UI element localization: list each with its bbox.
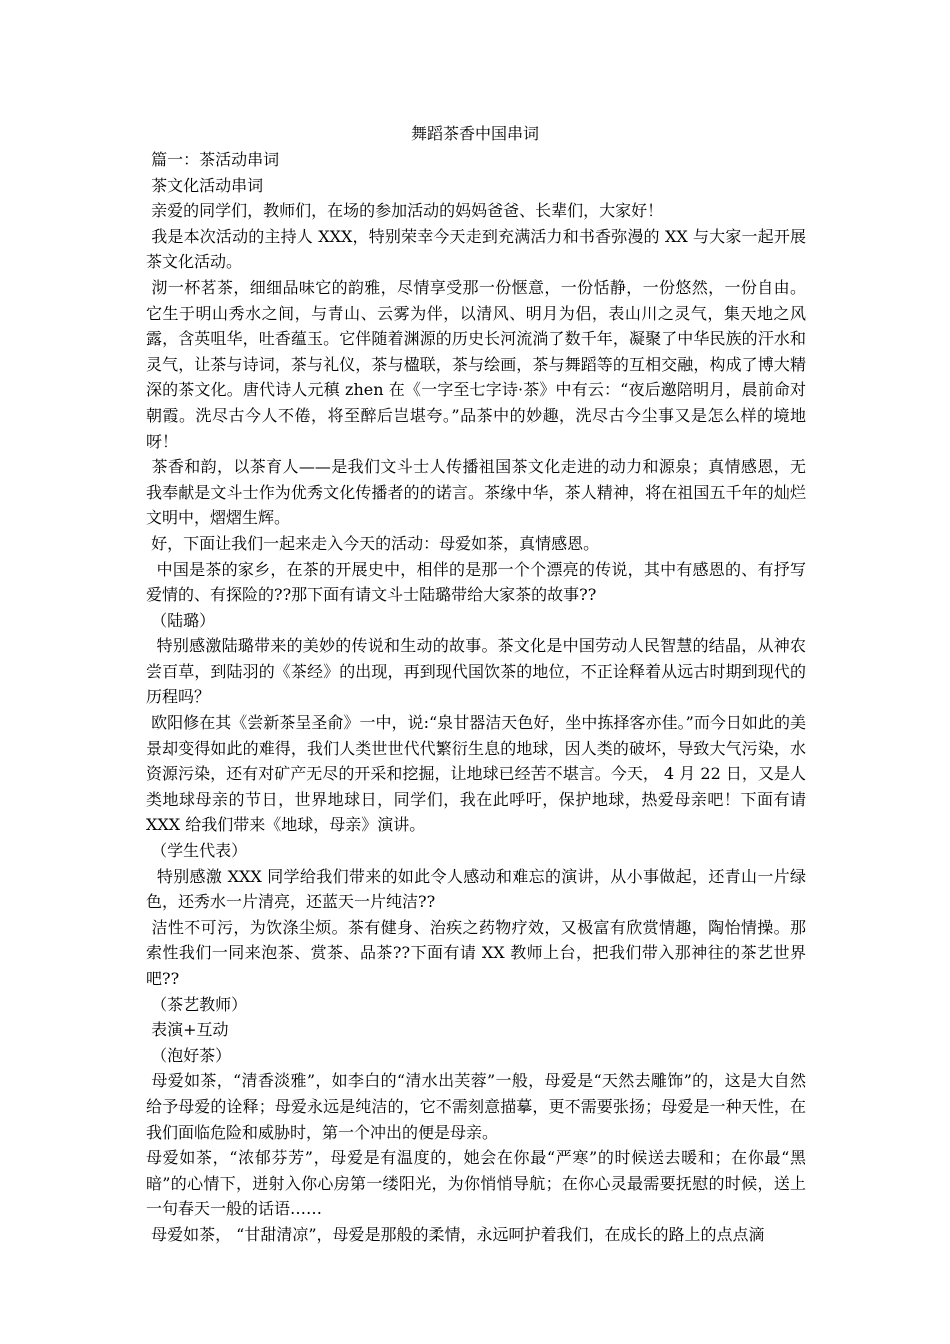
paragraph: 洁性不可污，为饮涤尘烦。茶有健身、治疾之药物疗效，又极富有欣赏情趣，陶怡情操。那索性我们一同来泡茶、赏茶、品茶??下面有请 XX 教师上台，把我们带入那神往的茶艺世界吧?? [146, 917, 806, 988]
paragraph: 母爱如茶，“清香淡雅”，如李白的“清水出芙蓉”一般，母爱是“天然去雕饰”的，这是大自然给予母爱的诠释；母爱永远是纯洁的，它不需刻意描摹，更不需要张扬；母爱是一种天性，在我们面临危险和威胁时，第一个冲出的便是母亲。 [146, 1071, 806, 1142]
paragraph: 茶文化活动串词 [146, 175, 264, 195]
paragraph: 亲爱的同学们，教师们，在场的参加活动的妈妈爸爸、长辈们，大家好！ [146, 201, 664, 221]
paragraph: 好，下面让我们一起来走入今天的活动：母爱如茶，真情感恩。 [146, 533, 600, 553]
paragraph: 我是本次活动的主持人 XXX，特别荣幸今天走到充满活力和书香弥漫的 XX 与大家一起开展茶文化活动。 [146, 226, 806, 272]
document-body [146, 147, 812, 1248]
paragraph: 表演+互动 [146, 1020, 229, 1040]
paragraph: （陆璐） [146, 610, 216, 630]
paragraph: （学生代表） [146, 841, 248, 861]
paragraph: 特别感激 XXX 同学给我们带来的如此令人感动和难忘的演讲，从小事做起，还青山一片绿色，还秀水一片清亮，还蓝天一片纯洁?? [146, 866, 806, 912]
paragraph: 特别感激陆璐带来的美妙的传说和生动的故事。茶文化是中国劳动人民智慧的结晶，从神农尝百草，到陆羽的《茶经》的出现，再到现代国饮茶的地位，不正诠释着从远古时期到现代的历程吗？ [146, 636, 806, 707]
paragraph: 茶香和韵，以茶育人——是我们文斗士人传播祖国茶文化走进的动力和源泉；真情感恩，无我奉献是文斗士作为优秀文化传播者的的诺言。茶缘中华，茶人精神，将在祖国五千年的灿烂文明中，熠熠生辉。 [146, 457, 806, 528]
document-title: 舞蹈茶香中国串词 [410, 124, 539, 143]
paragraph: 中国是茶的家乡，在茶的开展史中，相伴的是那一个个漂亮的传说，其中有感恩的、有抒写爱情的、有探险的??那下面有请文斗士陆璐带给大家茶的故事?? [146, 559, 806, 605]
paragraph: （泡好茶） [146, 1045, 232, 1065]
paragraph: 母爱如茶， “甘甜清凉”，母爱是那般的柔情，永远呵护着我们，在成长的路上的点点滴 [146, 1224, 765, 1244]
paragraph: 沏一杯茗茶，细细品味它的韵雅，尽情享受那一份惬意，一份恬静，一份悠然，一份自由。它生于明山秀水之间，与青山、云雾为伴，以清风、明月为侣，表山川之灵气，集天地之风露，含英咀华，吐香蕴玉。它伴随着渊源的历史长河流淌了数千年，凝聚了中华民族的汗水和灵气，让茶与诗词，茶与礼仪，茶与楹联，茶与绘画，茶与舞蹈等的互相交融，构成了博大精深的茶文化。唐代诗人元稹 zhen 在《一字至七字诗·茶》中有云：“夜后邀陪明月，晨前命对朝霞。洗尽古今人不倦，将至醉后岂堪夸。”品茶中的妙趣，洗尽古今尘事又是怎么样的境地呀！ [146, 277, 806, 451]
paragraph: 母爱如茶，“浓郁芬芳”，母爱是有温度的，她会在你最“严寒”的时候送去暖和；在你最“黑暗”的心情下，迸射入你心房第一缕阳光，为你悄悄导航；在你心灵最需要抚慰的时候，送上一句春天一般的话语…… [146, 1148, 806, 1219]
paragraph: （茶艺教师） [146, 994, 248, 1014]
paragraph: 篇一：茶活动串词 [146, 150, 280, 169]
paragraph: 欧阳修在其《尝新茶呈圣俞》一中，说:“泉甘器洁天色好，坐中拣择客亦佳。”而今日如此的美景却变得如此的难得，我们人类世世代代繁衍生息的地球，因人类的破坏，导致大气污染，水资源污染，还有对矿产无尽的开采和挖掘，让地球已经苦不堪言。今天， 4 月 22 日，又是人类地球母亲的节日，世界地球日，同学们，我在此呼吁，保护地球，热爱母亲吧！下面有请 XXX 给我们带来《地球，母亲》演讲。 [146, 713, 812, 835]
